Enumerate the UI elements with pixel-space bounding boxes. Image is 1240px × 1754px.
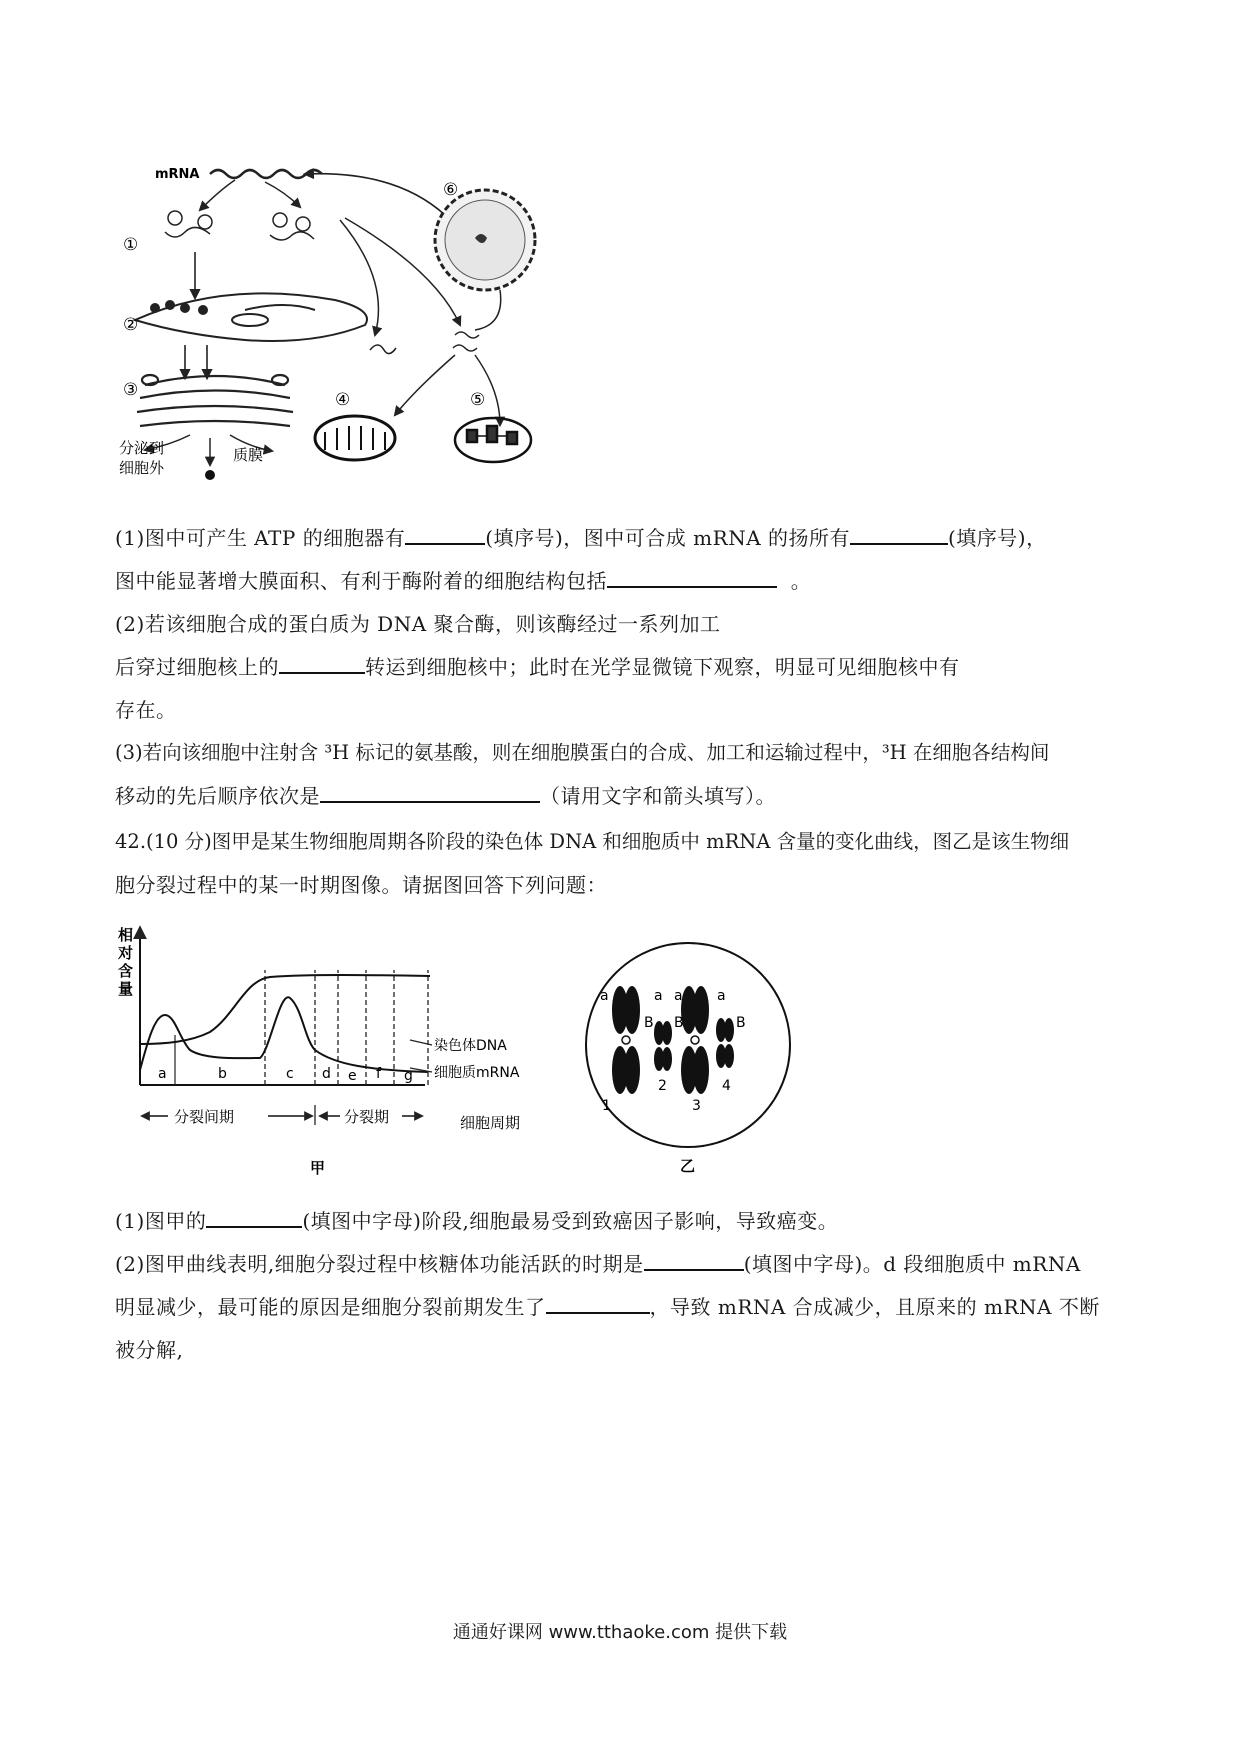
q41-line-3: (2)若该细胞合成的蛋白质为 DNA 聚合酶，则该酶经过一系列加工	[115, 612, 721, 636]
q41-line-4: 后穿过细胞核上的 转运到细胞核中；此时在光学显微镜下观察，明显可见细胞核中有	[115, 655, 960, 679]
chart-jia	[110, 920, 550, 1190]
gene-label: a	[717, 988, 726, 1004]
cell-outline	[586, 943, 790, 1147]
ylabel-char-3: 量	[118, 980, 134, 998]
chrom-number-1: 1	[602, 1098, 611, 1114]
mrna-label: mRNA	[155, 167, 200, 182]
chromosome-3	[681, 986, 709, 1094]
membrane-label: 质膜	[233, 446, 264, 464]
segment-label-b: b	[218, 1066, 227, 1082]
cell-diagram	[115, 160, 595, 510]
q41-line-5: 存在。	[115, 698, 177, 722]
segment-label-a: a	[158, 1066, 167, 1082]
q42-line-4: 被分解,	[115, 1338, 184, 1362]
q41-blank-5[interactable]	[320, 783, 540, 803]
segment-label-c: c	[286, 1066, 294, 1082]
phase-division: 分裂期	[344, 1108, 390, 1126]
label-6: ⑥	[443, 180, 459, 200]
protein-cluster	[453, 332, 479, 351]
ylabel-char-2: 含	[118, 962, 134, 980]
chromosome-4	[716, 1018, 734, 1068]
q41-blank-1[interactable]	[405, 525, 485, 545]
golgi-apparatus	[137, 375, 293, 426]
gene-label: B	[736, 1015, 746, 1031]
legend-mrna: 细胞质mRNA	[434, 1065, 520, 1081]
gene-label: B	[644, 1015, 654, 1031]
q42-line-1: (1)图甲的 (填图中字母)阶段,细胞最易受到致癌因子影响，导致癌变。	[115, 1209, 839, 1233]
segment-label-f: f	[376, 1066, 381, 1082]
segment-label-g: g	[404, 1068, 413, 1084]
x-axis-label: 细胞周期	[460, 1114, 521, 1132]
q41-line-7: 移动的先后顺序依次是 （请用文字和箭头填写）。	[115, 784, 776, 808]
chrom-number-2: 2	[658, 1078, 667, 1094]
gene-label: a	[600, 988, 609, 1004]
figure-yi	[570, 935, 820, 1195]
q42-line-3: 明显减少，最可能的原因是细胞分裂前期发生了 ，导致 mRNA 合成减少，且原来的 mRNA 不断	[115, 1295, 1100, 1319]
segment-label-d: d	[322, 1066, 331, 1082]
chromosome-2	[654, 1021, 672, 1071]
ylabel-char-1: 对	[118, 944, 134, 962]
q41-line-2: 图中能显著增大膜面积、有利于酶附着的细胞结构包括 。	[115, 569, 812, 593]
q41-blank-3[interactable]	[607, 568, 777, 588]
gene-label: a	[654, 988, 663, 1004]
footer-source: 通通好课网 www.tthaoke.com 提供下载	[452, 1622, 788, 1643]
gene-label: a	[674, 988, 683, 1004]
q41-line-1: (1)图中可产生 ATP 的细胞器有 (填序号)，图中可合成 mRNA 的扬所有 (填序号)，	[115, 526, 1047, 550]
label-1: ①	[123, 235, 139, 255]
q42-blank-2[interactable]	[644, 1251, 744, 1271]
mitochondrion	[315, 416, 395, 460]
secrete-label-2: 细胞外	[119, 459, 165, 477]
gene-label: B	[674, 1015, 684, 1031]
vesicle-dot	[205, 470, 215, 480]
q42-blank-1[interactable]	[206, 1208, 302, 1228]
endoplasmic-reticulum	[135, 293, 367, 341]
q41-line-6: (3)若向该细胞中注射含 ³H 标记的氨基酸，则在细胞膜蛋白的合成、加工和运输过程中，³H 在细胞各结构间	[115, 741, 1050, 764]
chloroplast	[455, 418, 531, 462]
series-mrna-curve	[140, 997, 428, 1072]
chromosome-1	[612, 986, 640, 1094]
legend-dna: 染色体DNA	[434, 1038, 507, 1054]
ylabel-char-0: 相	[118, 926, 134, 944]
nucleus	[435, 190, 535, 290]
secrete-label-1: 分泌到	[119, 439, 165, 457]
ribosome-free	[165, 211, 314, 240]
q42-intro-1: 42.(10 分)图甲是某生物细胞周期各阶段的染色体 DNA 和细胞质中 mRNA 含量的变化曲线，图乙是该生物细	[115, 830, 1070, 853]
series-dna-curve	[140, 975, 430, 1044]
q41-blank-2[interactable]	[850, 525, 948, 545]
q42-intro-2: 胞分裂过程中的某一时期图像。请据图回答下列问题：	[115, 873, 607, 897]
phase-interphase: 分裂间期	[174, 1108, 235, 1126]
label-4: ④	[335, 390, 351, 410]
label-3: ③	[123, 380, 139, 400]
chart-title-jia: 甲	[310, 1159, 326, 1177]
chrom-number-4: 4	[722, 1078, 731, 1094]
figure-title-yi: 乙	[680, 1157, 696, 1175]
chrom-number-3: 3	[692, 1098, 701, 1114]
q41-blank-4[interactable]	[279, 654, 365, 674]
label-5: ⑤	[470, 390, 486, 410]
segment-label-e: e	[348, 1068, 357, 1084]
q42-line-2: (2)图甲曲线表明,细胞分裂过程中核糖体功能活跃的时期是 (填图中字母)。d 段细胞质中 mRNA	[115, 1252, 1081, 1276]
label-2: ②	[123, 315, 139, 335]
q42-blank-3[interactable]	[546, 1294, 650, 1314]
